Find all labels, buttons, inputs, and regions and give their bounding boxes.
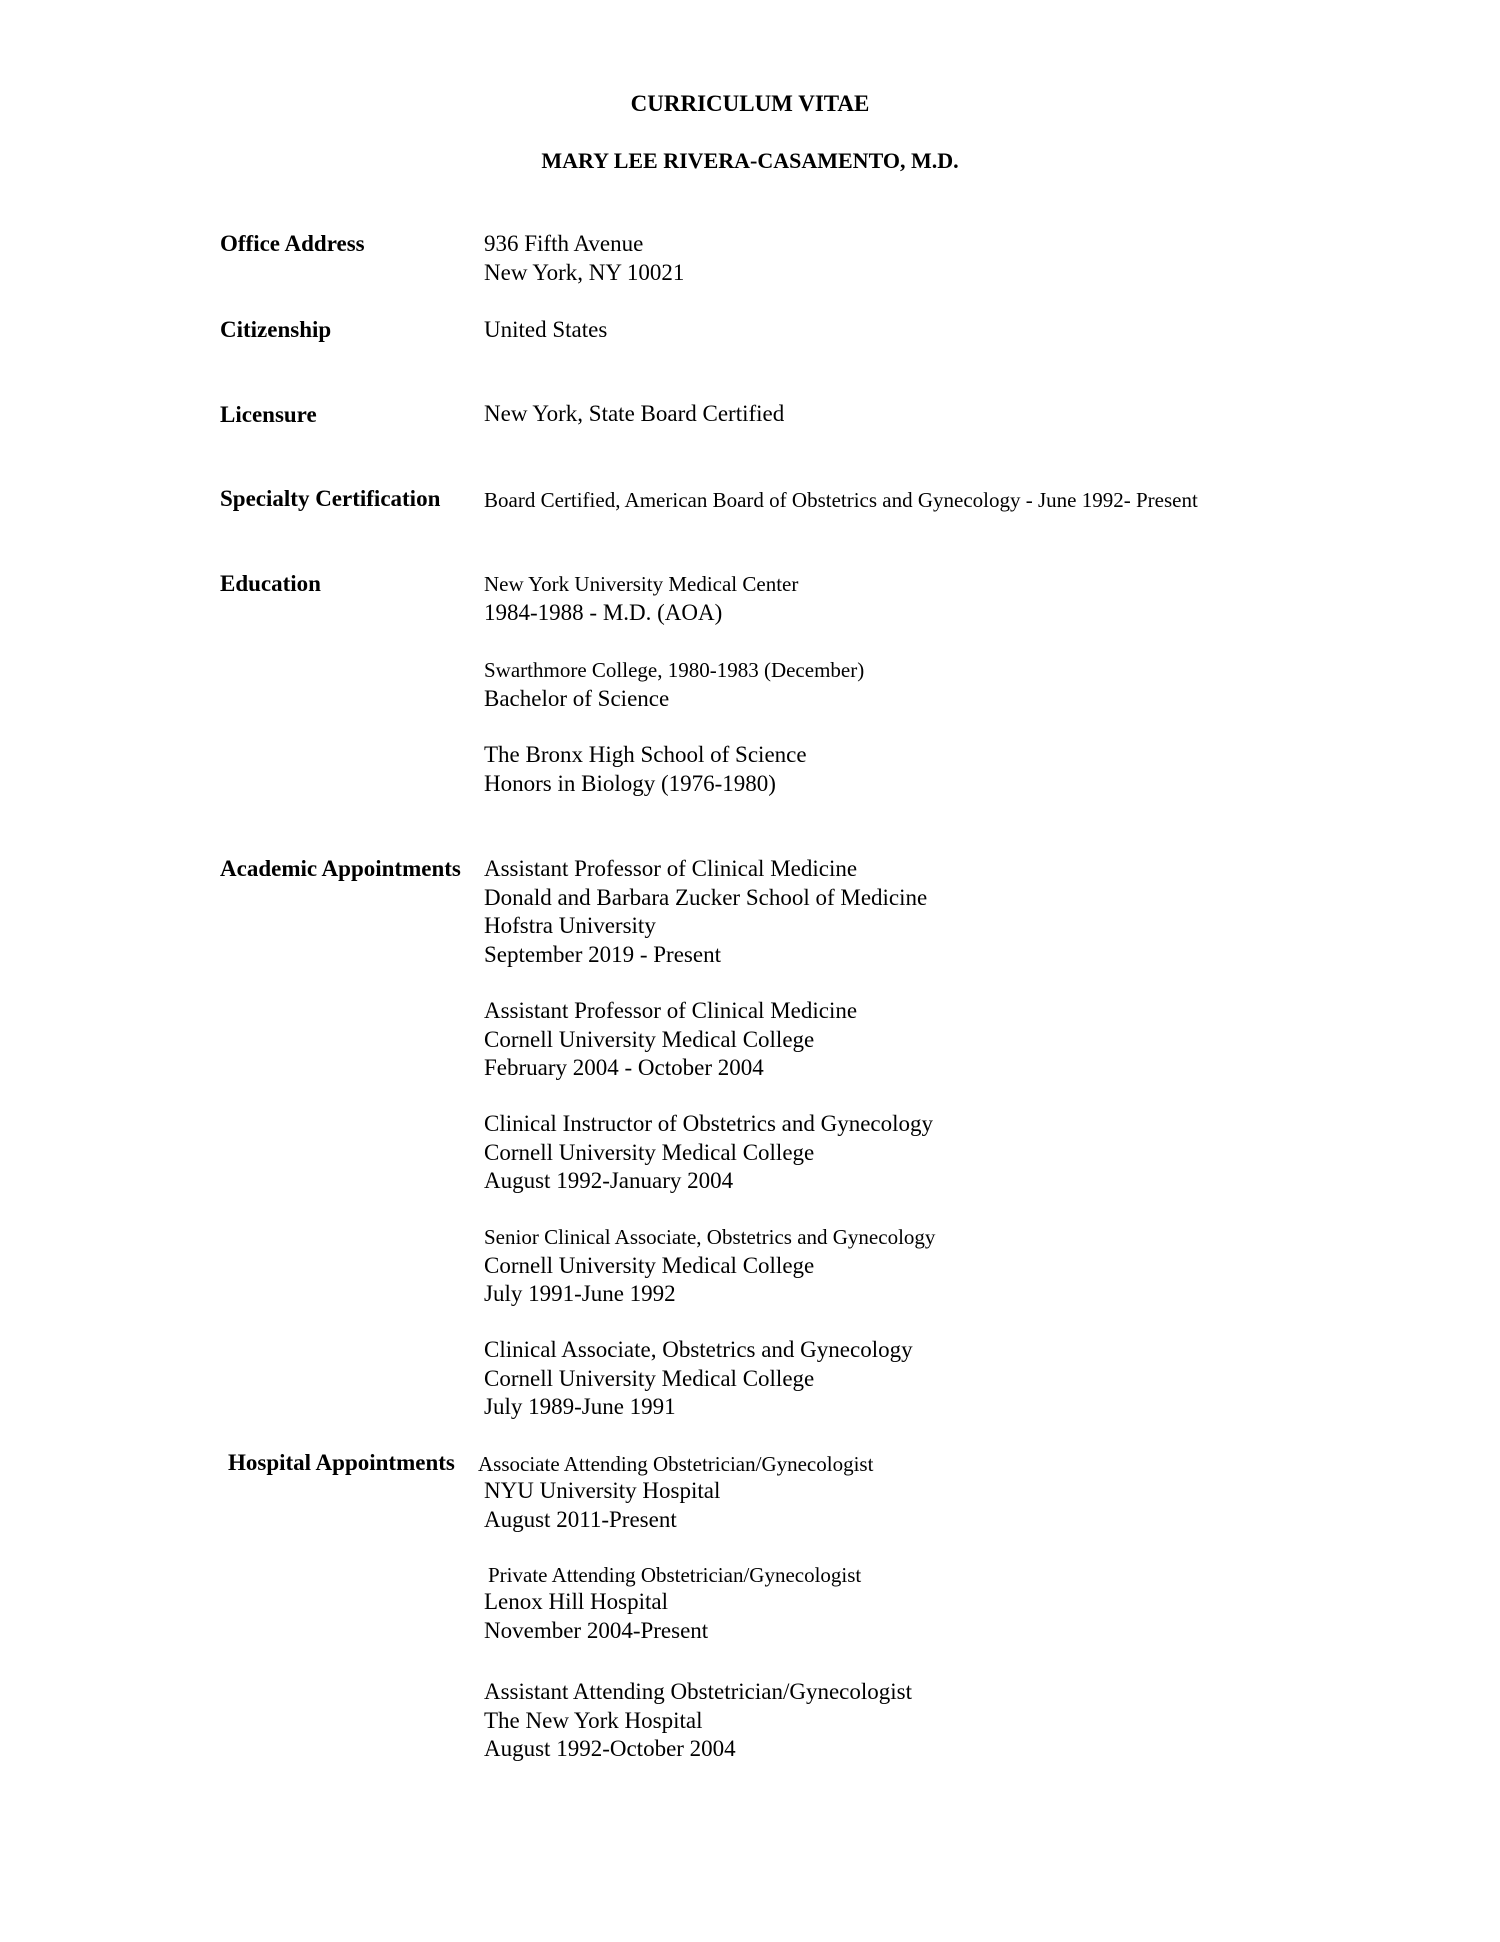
person-name: MARY LEE RIVERA-CASAMENTO, M.D. (541, 148, 959, 173)
hospital-line: Assistant Attending Obstetrician/Gynecologist (484, 1679, 913, 1704)
academic-line: February 2004 - October 2004 (484, 1055, 764, 1080)
academic-line: July 1991-June 1992 (484, 1281, 676, 1306)
hospital-appointments-label: Hospital Appointments (228, 1450, 455, 1475)
academic-entry (484, 1110, 933, 1196)
citizenship-label: Citizenship (220, 317, 332, 342)
licensure-label: Licensure (220, 402, 317, 427)
academic-line: Clinical Instructor of Obstetrics and Gynecology (484, 1111, 934, 1136)
academic-line: Cornell University Medical College (484, 1139, 815, 1165)
education-line: Honors in Biology (1976-1980) (484, 770, 776, 796)
document-title: CURRICULUM VITAE (630, 91, 870, 116)
education-line: The Bronx High School of Science (484, 742, 807, 767)
academic-line: August 1992-January 2004 (484, 1168, 734, 1193)
academic-line: Cornell University Medical College (484, 1365, 815, 1391)
education-line: New York University Medical Center (484, 572, 799, 596)
address-line: 936 Fifth Avenue (484, 231, 644, 256)
academic-line: Assistant Professor of Clinical Medicine (484, 998, 858, 1023)
academic-line: Clinical Associate, Obstetrics and Gynecology (484, 1337, 913, 1362)
citizenship-value: United States (484, 317, 608, 342)
hospital-line: August 2011-Present (484, 1506, 677, 1532)
hospital-line: Lenox Hill Hospital (484, 1589, 668, 1614)
hospital-line: The New York Hospital (484, 1707, 703, 1733)
hospital-entry-title: Associate Attending Obstetrician/Gynecologist (478, 1452, 874, 1476)
education-line: Swarthmore College, 1980-1983 (December) (484, 658, 865, 682)
academic-appointments-label: Academic Appointments (220, 856, 461, 881)
academic-line: July 1989-June 1991 (484, 1394, 676, 1419)
academic-entry (484, 1223, 935, 1309)
education-label: Education (220, 571, 321, 596)
hospital-line: NYU University Hospital (484, 1478, 721, 1503)
address-line: New York, NY 10021 (484, 259, 685, 285)
academic-entry (484, 997, 857, 1083)
education-line: 1984-1988 - M.D. (AOA) (484, 599, 723, 625)
education-entry (484, 570, 798, 627)
academic-line: Cornell University Medical College (484, 1252, 815, 1278)
academic-entry (484, 855, 927, 969)
specialty-value: Board Certified, American Board of Obstetrics and Gynecology - June 1992- Present (484, 488, 1198, 512)
hospital-entry (484, 1678, 912, 1764)
hospital-entry (484, 1588, 708, 1645)
education-line: Bachelor of Science (484, 685, 670, 711)
licensure-value: New York, State Board Certified (484, 401, 785, 426)
academic-line: Donald and Barbara Zucker School of Medicine (484, 884, 928, 910)
hospital-entry (484, 1477, 720, 1534)
hospital-line: November 2004-Present (484, 1617, 709, 1643)
office-address-label: Office Address (220, 231, 365, 256)
education-entry (484, 741, 807, 798)
academic-line: Hofstra University (484, 913, 656, 938)
office-address-value (484, 230, 684, 287)
academic-line: Cornell University Medical College (484, 1026, 815, 1052)
education-entry (484, 656, 864, 713)
academic-line: Senior Clinical Associate, Obstetrics and Gynecology (484, 1225, 936, 1249)
academic-line: September 2019 - Present (484, 941, 721, 967)
academic-entry (484, 1336, 913, 1422)
academic-line: Assistant Professor of Clinical Medicine (484, 856, 858, 881)
specialty-label: Specialty Certification (220, 486, 441, 511)
hospital-entry-title: Private Attending Obstetrician/Gynecologist (488, 1563, 862, 1587)
hospital-line: August 1992-October 2004 (484, 1736, 736, 1761)
